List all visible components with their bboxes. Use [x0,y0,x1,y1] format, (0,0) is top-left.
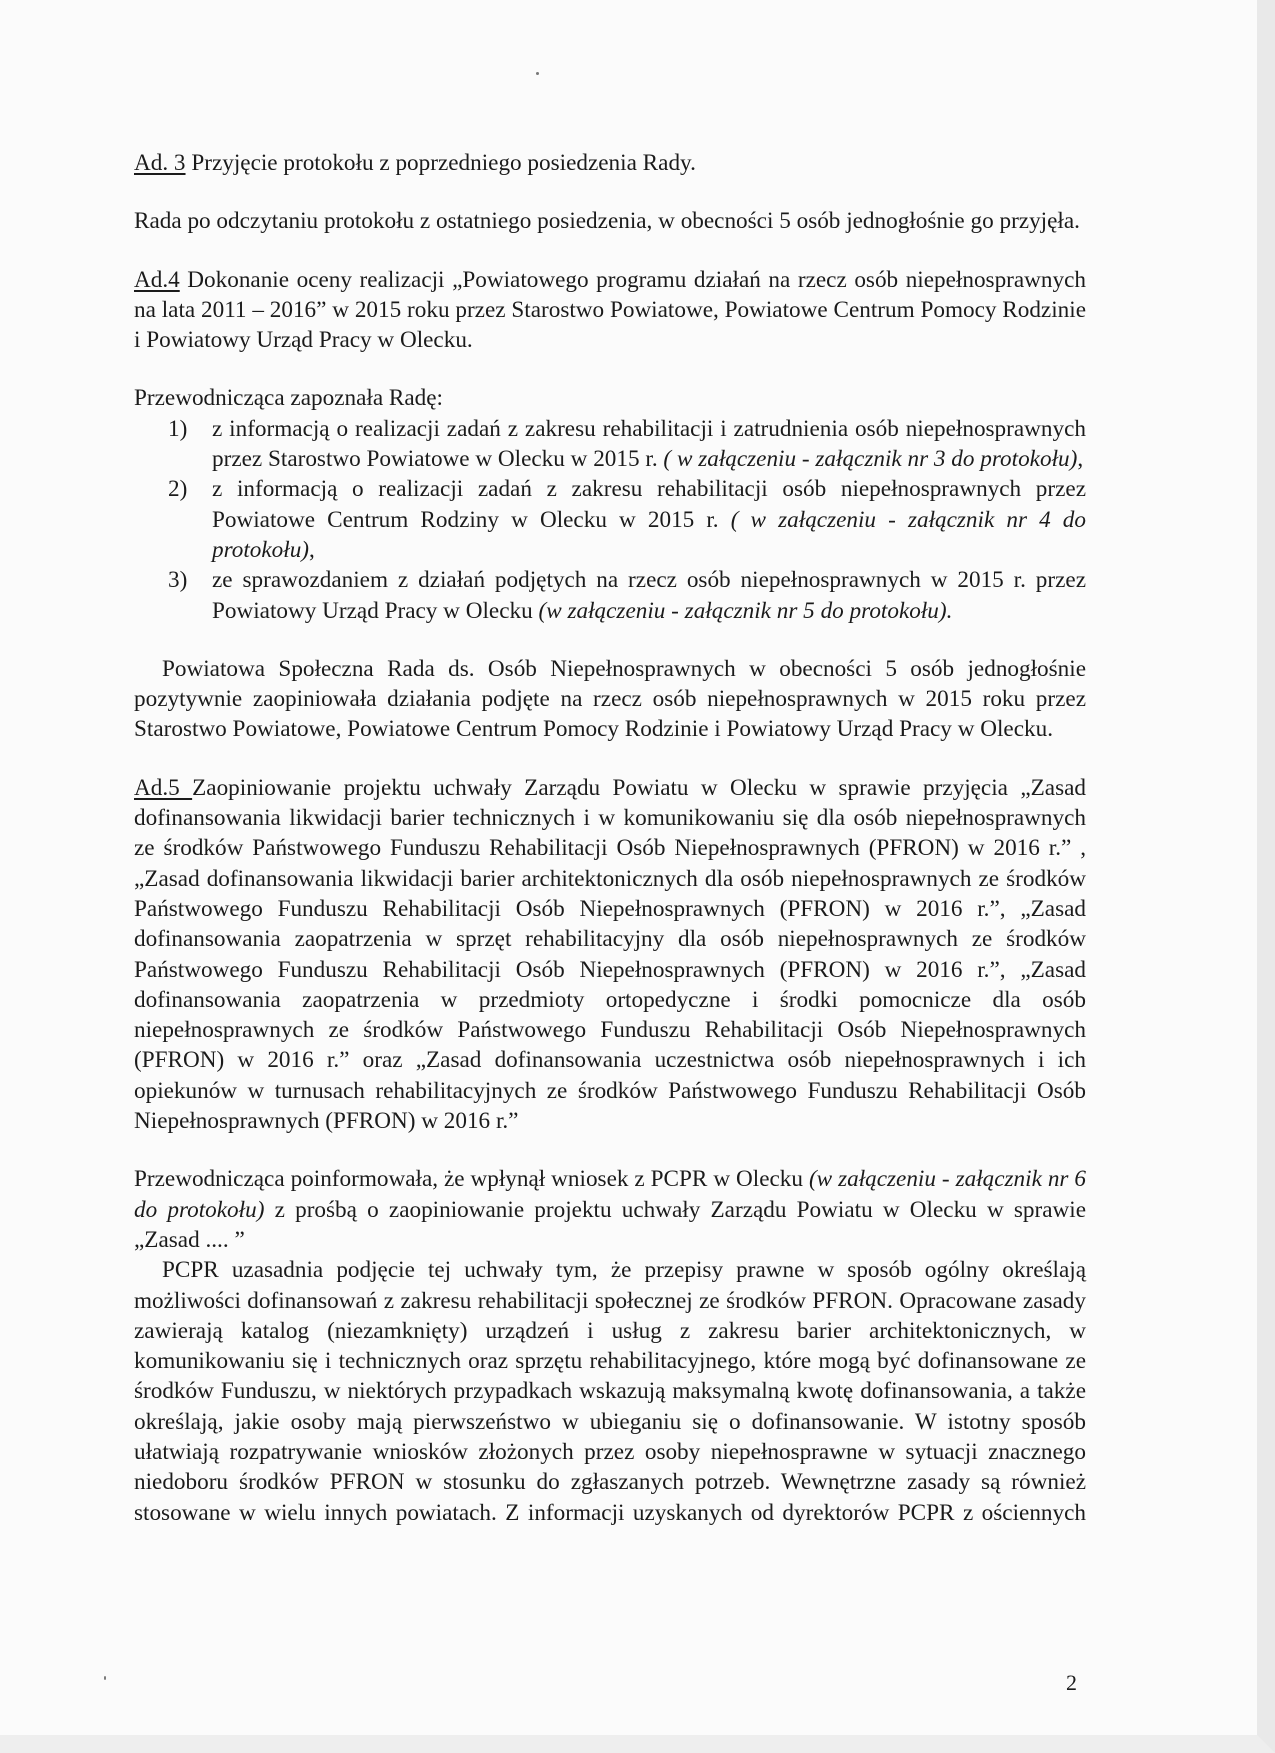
scan-speck [536,72,539,75]
ad5-info-text: Przewodnicząca poinformowała, że wpłynął wniosek z PCPR w Olecku [134,1166,809,1193]
list-item-text: z informacją o realizacji zadań z zakresu rehabilitacji i zatrudnienia osób niepełnosprawnych przez Starostwo Powiatowe w Olecku w 2015 r. [212,415,1086,473]
ad3-heading [134,148,1086,178]
ad4-opinion: Powiatowa Społeczna Rada ds. Osób Niepełnosprawnych w obecności 5 osób jednogłośnie pozytywnie zaopiniowała działania podjęte na rzecz osób niepełnosprawnych w 2015 roku przez Starostwo Powiatowe, Powiatowe Centrum Pomocy Rodzinie i Powiatowy Urząd Pracy w Olecku. [134,655,1086,743]
ad4-heading-text: Dokonanie oceny realizacji „Powiatowego programu działań na rzecz osób niepełnosprawnych na lata 2011 – 2016” w 2015 roku przez Starostwo Powiatowe, Powiatowe Centrum Pomocy Rodzinie i Powiatowy Urząd Pracy w Olecku. [134,266,1086,354]
list-item-text: ze sprawozdaniem z działań podjętych na rzecz osób niepełnosprawnych w 2015 r. przez Powiatowy Urząd Pracy w Olecku [212,567,1086,624]
ad5-heading [134,773,1086,1137]
ad3-heading-text: Przyjęcie protokołu z poprzedniego posiedzenia Rady. [185,150,696,176]
ad5-info [134,1164,1086,1255]
list-item-text: z informacją o realizacji zadań z zakresu rehabilitacji osób niepełnosprawnych przez Powiatowe Centrum Rodziny w Olecku w 2015 r. [212,476,1086,533]
ad4-intro: Przewodnicząca zapoznała Radę: [134,385,443,412]
list-item-attachment-note: ( w załączeniu - załącznik nr 4 do protokołu) [212,506,1086,563]
ad4-label: Ad.4 [134,266,180,293]
list-item [134,565,1086,626]
ad3-body: Rada po odczytaniu protokołu z ostatniego posiedzenia, w obecności 5 osób jednogłośnie go przyjęła. [134,208,1080,235]
ad5-heading-text: Zaopiniowanie projektu uchwały Zarządu Powiatu w Olecku w sprawie przyjęcia „Zasad dofinansowania likwidacji barier technicznych i w komunikowaniu się dla osób niepełnosprawnych ze środków Państwowego Funduszu Rehabilitacji Osób Niepełnosprawnych (PFRON) w 2016 r.” , „Zasad dofinansowania likwidacji barier architektonicznych dla osób niepełnosprawnych ze środków Państwowego Funduszu Rehabilitacji Osób Niepełnosprawnych (PFRON) w 2016 r.”, „Zasad dofinansowania zaopatrzenia w sprzęt rehabilitacyjny dla osób niepełnosprawnych ze środków Państwowego Funduszu Rehabilitacji Osób Niepełnosprawnych (PFRON) w 2016 r.”, „Zasad dofinansowania zaopatrzenia w przedmioty ortopedyczne i środki pomocnicze dla osób niepełnosprawnych ze środków Państwowego Funduszu Rehabilitacji Osób Niepełnosprawnych (PFRON) w 2016 r.” oraz „Zasad dofinansowania uczestnictwa osób niepełnosprawnych i ich opiekunów w turnusach rehabilitacyjnych ze środków Państwowego Funduszu Rehabilitacji Osób Niepełnosprawnych (PFRON) w 2016 r.” [134,774,1086,1135]
list-item-number: 2) [168,476,188,503]
document-body [134,148,1086,1528]
ad4-heading [134,265,1086,356]
list-item-attachment-note: (w załączeniu - załącznik nr 5 do protokołu). [538,597,953,624]
list-item-attachment-note: ( w załączeniu - załącznik nr 3 do protokołu) [663,446,1078,473]
list-item-tail: , [309,536,315,563]
ad5-justification: PCPR uzasadnia podjęcie tej uchwały tym, że przepisy prawne w sposób ogólny określają możliwości dofinansowań z zakresu rehabilitacji społecznej ze środków PFRON. Opracowane zasady zawierają katalog (niezamknięty) urządzeń i usług z zakresu barier architektonicznych, w komunikowaniu się i technicznych oraz sprzętu rehabilitacyjnego, które mogą być dofinansowane ze środków Funduszu, w niektórych przypadkach wskazują maksymalną kwotę dofinansowania, a także określają, jakie osoby mają pierwszeństwo w ubieganiu się o dofinansowanie. W istotny sposób ułatwiają rozpatrywanie wniosków złożonych przez osoby niepełnosprawne w sytuacji znacznego niedoboru środków PFRON w stosunku do zgłaszanych potrzeb. Wewnętrzne zasady są również stosowane w wielu innych powiatach. Z informacji uzyskanych od dyrektorów PCPR z ościennych [134,1257,1086,1526]
scan-speck [104,1676,106,1680]
ad4-list [134,414,1086,626]
list-item-number: 3) [168,567,188,594]
list-item-tail: , [1077,446,1084,473]
list-item-number: 1) [168,415,188,442]
list-item [134,414,1086,475]
ad5-label: Ad.5 [134,774,193,801]
ad5-info-text-end: z prośbą o zaopiniowanie projektu uchwały Zarządu Powiatu w Olecku w sprawie „Zasad .... ” [134,1196,1087,1253]
page-number: 2 [1066,1670,1077,1695]
list-item [134,474,1086,565]
ad3-label: Ad. 3 [134,150,186,176]
ad5-attachment-note: (w załączeniu - załącznik nr 6 do protokołu) [134,1166,1086,1223]
